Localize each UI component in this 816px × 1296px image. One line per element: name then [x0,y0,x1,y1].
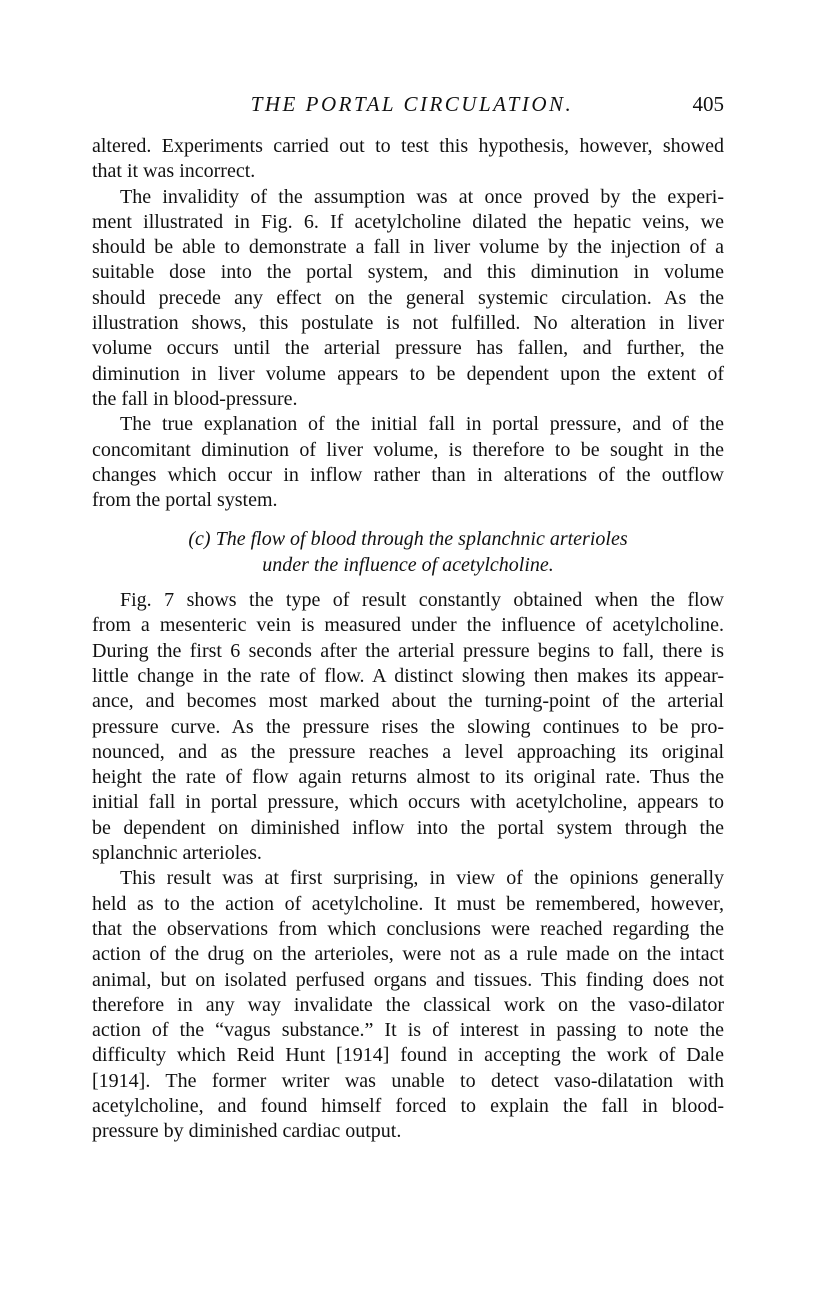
text-line: pressure curve. As the pressure rises the slowing continues to be pro- [92,715,724,738]
text-line: The true explanation of the initial fall in portal pressure, and of the [120,413,724,436]
text-line: height the rate of flow again returns almost to its original rate. Thus the [92,766,724,789]
text-line: should precede any effect on the general systemic circulation. As the [92,286,724,309]
text-line: that the observations from which conclusions were reached regarding the [92,917,724,940]
text-line: acetylcholine, and found himself forced to explain the fall in blood- [92,1094,724,1117]
text-line: animal, but on isolated perfused organs and tissues. This finding does not [92,968,724,991]
running-header [92,92,732,122]
text-line: action of the drug on the arterioles, were not as a rule made on the intact [92,943,724,966]
text-line: changes which occur in inflow rather than in alterations of the outflow [92,463,724,486]
text-line: from a mesenteric vein is measured under the influence of acetylcholine. [92,614,724,637]
section-heading-line: under the influence of acetylcholine. [262,553,554,576]
running-title: THE PORTAL CIRCULATION. [250,92,574,116]
text-line: splanchnic arterioles. [92,842,262,865]
text-line: pressure by diminished cardiac output. [92,1120,402,1143]
text-line: initial fall in portal pressure, which occurs with acetylcholine, appears to [92,791,724,814]
text-line: [1914]. The former writer was unable to detect vaso-dilatation with [92,1069,724,1092]
text-line: that it was incorrect. [92,160,256,183]
paragraph-5 [92,866,724,1144]
text-line: illustration shows, this postulate is not fulfilled. No alteration in liver [92,312,724,335]
text-line: the fall in blood-pressure. [92,387,298,410]
text-line: from the portal system. [92,489,278,512]
text-line: action of the “vagus substance.” It is of interest in passing to note the [92,1019,724,1042]
text-line: This result was at first surprising, in view of the opinions generally [120,867,724,890]
text-line: Fig. 7 shows the type of result constantly obtained when the flow [120,589,724,612]
text-line: During the first 6 seconds after the arterial pressure begins to fall, there is [92,639,724,662]
text-line: The invalidity of the assumption was at once proved by the experi- [120,185,724,208]
section-heading-line: (c) The flow of blood through the splanchnic arterioles [188,528,628,551]
paragraph-3 [92,412,724,513]
page-number: 405 [692,92,724,116]
text-line: held as to the action of acetylcholine. It must be remembered, however, [92,892,724,915]
text-line: be dependent on diminished inflow into the portal system through the [92,816,724,839]
text-line: altered. Experiments carried out to test this hypothesis, however, showed [92,135,724,157]
paragraph-4 [92,588,724,866]
text-line: suitable dose into the portal system, and this diminution in volume [92,261,724,284]
text-line: ment illustrated in Fig. 6. If acetylcholine dilated the hepatic veins, we [92,210,724,233]
text-line: nounced, and as the pressure reaches a level approaching its original [92,740,724,763]
text-line: volume occurs until the arterial pressure has fallen, and further, the [92,337,724,360]
paragraph-2 [92,185,724,413]
text-line: difficulty which Reid Hunt [1914] found in accepting the work of Dale [92,1044,724,1067]
text-line: should be able to demonstrate a fall in liver volume by the injection of a [92,236,724,259]
text-line: diminution in liver volume appears to be dependent upon the extent of [92,362,724,385]
text-line: ance, and becomes most marked about the turning-point of the arterial [92,690,724,713]
text-line: therefore in any way invalidate the classical work on the vaso-dilator [92,993,724,1016]
text-line: concomitant diminution of liver volume, is therefore to be sought in the [92,438,724,461]
text-line: little change in the rate of flow. A distinct slowing then makes its appear- [92,664,724,687]
body-text [92,134,724,1145]
section-heading [92,527,724,578]
paragraph-1 [92,134,724,185]
